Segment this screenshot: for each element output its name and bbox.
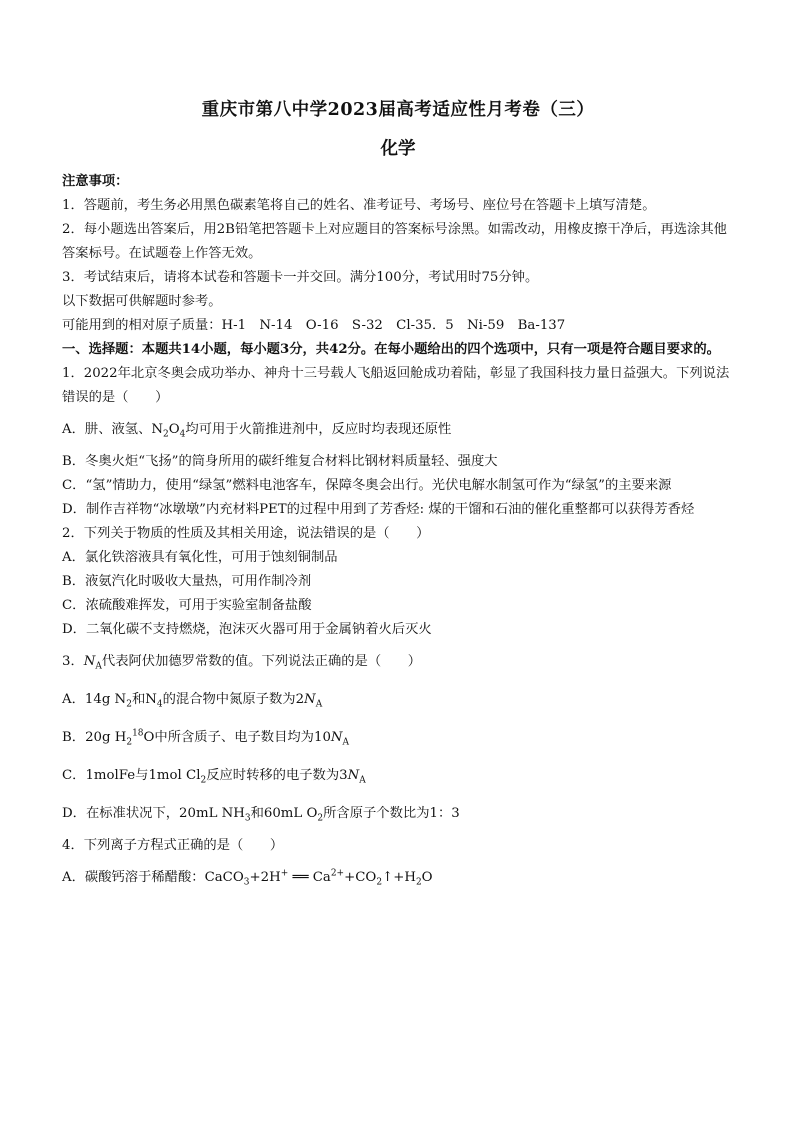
question-1-option-b: B．冬奥火炬“飞扬”的筒身所用的碳纤维复合材料比钢材料质量轻、强度大 [62,454,498,469]
question-1-stem: 1．2022年北京冬奥会成功举办、神舟十三号载人飞船返回舱成功着陆，彰显了我国科技力量日益强大。下列说法错误的是（ ） [62,366,730,405]
question-1-option-a: A．肼、液氢、$N_2O_4$均可用于火箭推进剂中，反应时均表现还原性 [62,422,452,440]
question-3-option-a: A．14g $N_2$和$N_4$的混合物中氮原子数为$2N_A$ [62,692,323,710]
exam-page [62,96,734,890]
atomic-masses: 可能用到的相对原子质量：H-1 N-14 O-16 S-32 Cl-35．5 Ni-59 Ba-137 [62,318,566,333]
note-item-2: 2．每小题选出答案后，用2B铅笔把答题卡上对应题目的答案标号涂黑。如需改动，用橡皮擦干净后，再选涂其他答案标号。在试题卷上作答无效。 [62,222,727,261]
exam-title: 重庆市第八中学2023届高考适应性月考卷（三） [201,100,595,120]
question-1-option-d: D．制作吉祥物“冰墩墩”内充材料PET的过程中用到了芳香烃: 煤的干馏和石油的催化重整都可以获得芳香烃 [62,502,695,517]
question-3-stem: 3．$N_A$代表阿伏加德罗常数的值。下列说法正确的是（ ） [62,654,422,672]
reference-note: 以下数据可供解题时参考。 [62,294,222,309]
question-2-stem: 2．下列关于物质的性质及其相关用途，说法错误的是（ ） [62,526,430,541]
question-4-option-a: A．碳酸钙溶于稀醋酸：CaCO$_3$+2H+ ══ $Ca^{2+}+CO_2↑+H_2O$ [62,868,433,888]
question-4-stem: 4．下列离子方程式正确的是（ ） [62,838,284,853]
question-2-option-a: A．氯化铁溶液具有氧化性，可用于蚀刻铜制品 [62,550,338,565]
question-1-option-c: C．“氢”情助力，使用“绿氢”燃料电池客车，保障冬奥会出行。光伏电解水制氢可作为“绿氢”的主要来源 [62,478,672,493]
section-heading: 一、选择题：本题共14小题，每小题3分，共42分。在每小题给出的四个选项中，只有一项是符合题目要求的。 [62,342,720,357]
subject-title: 化学 [380,139,416,159]
question-3-option-b: B．20g $H_2^{18}O$中所含质子、电子数目均为$10N_A$ [62,728,350,748]
question-2-option-b: B．液氨汽化时吸收大量热，可用作制冷剂 [62,574,312,589]
notes-heading: 注意事项： [62,174,129,189]
question-3-option-d: D．在标准状况下，20mL $NH_3$和60mL $O_2$所含原子个数比为1：3 [62,806,460,824]
question-2-option-d: D．二氧化碳不支持燃烧，泡沫灭火器可用于金属钠着火后灭火 [62,622,432,637]
note-item-3: 3．考试结束后，请将本试卷和答题卡一并交回。满分100分，考试用时75分钟。 [62,270,539,285]
question-3-option-c: C．1molFe与1mol $Cl_2$反应时转移的电子数为$3N_A$ [62,768,366,786]
question-2-option-c: C．浓硫酸难挥发，可用于实验室制备盐酸 [62,598,312,613]
note-item-1: 1．答题前，考生务必用黑色碳素笔将自己的姓名、准考证号、考场号、座位号在答题卡上填写清楚。 [62,198,656,213]
